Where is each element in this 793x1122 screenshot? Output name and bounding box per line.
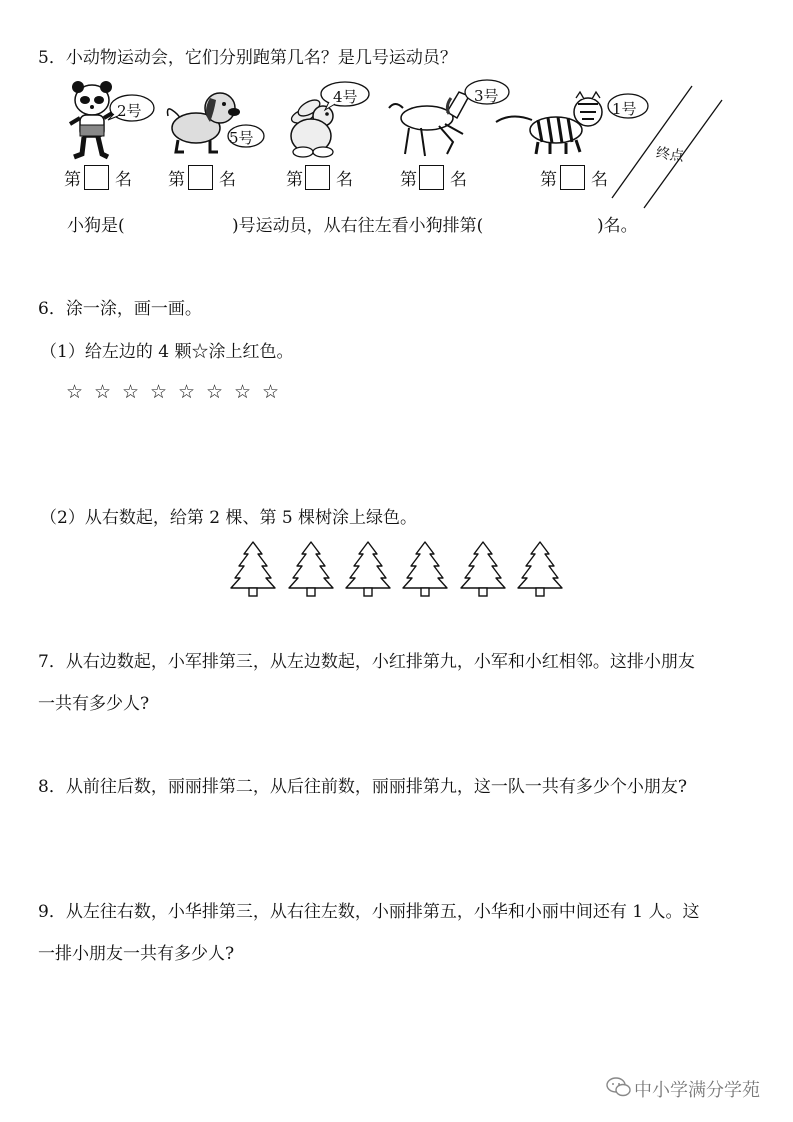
rank-prefix-1: 第: [64, 170, 81, 190]
q9-line1: 9．从左往右数，小华排第三，从右往左数，小丽排第五，小华和小丽中间还有 1 人。这: [38, 902, 700, 922]
star-2[interactable]: ☆: [94, 381, 112, 403]
rank-prefix-5: 第: [540, 170, 557, 190]
tree-icon-1[interactable]: [228, 540, 278, 598]
tree-icon-6[interactable]: [515, 540, 565, 598]
rank-prefix-3: 第: [286, 170, 303, 190]
rank-suffix-3: 名: [336, 170, 353, 190]
tree-icon-2[interactable]: [286, 540, 336, 598]
rabbit-illustration: [275, 78, 385, 163]
q5-fill-part1: 小狗是(: [67, 216, 125, 236]
rank-answer-box-4[interactable]: [419, 165, 444, 190]
q7-line2: 一共有多少人?: [38, 694, 150, 714]
wechat-icon: [606, 1076, 632, 1098]
star-1[interactable]: ☆: [66, 381, 84, 403]
star-5[interactable]: ☆: [178, 381, 196, 403]
dog-number-blank[interactable]: [140, 214, 230, 236]
q6-sub2: （2）从右数起，给第 2 棵、第 5 棵树涂上绿色。: [40, 508, 418, 528]
rabbit-bib-label: 4号: [333, 88, 358, 106]
q6-sub1: （1）给左边的 4 颗☆涂上红色。: [40, 342, 294, 362]
horse-bib-label: 3号: [474, 87, 499, 105]
dog-bib-label: 5号: [229, 129, 254, 147]
rank-suffix-1: 名: [115, 170, 132, 190]
rank-prefix-4: 第: [400, 170, 417, 190]
q5-fill-part3: )名。: [597, 216, 638, 236]
dog-illustration: [158, 88, 268, 160]
q8-line1: 8．从前往后数，丽丽排第二，从后往前数，丽丽排第九，这一队一共有多少个小朋友?: [38, 777, 687, 797]
rank-suffix-5: 名: [591, 170, 608, 190]
tree-icon-5[interactable]: [458, 540, 508, 598]
rank-answer-box-1[interactable]: [84, 165, 109, 190]
tree-icon-3[interactable]: [343, 540, 393, 598]
q5-fill-part2: )号运动员，从右往左看小狗排第(: [232, 216, 484, 236]
q6-title: 6．涂一涂，画一画。: [38, 299, 202, 319]
rank-answer-box-3[interactable]: [305, 165, 330, 190]
q5-title: 5．小动物运动会，它们分别跑第几名？是几号运动员？: [38, 48, 457, 68]
tiger-bib-label: 1号: [612, 100, 637, 118]
star-4[interactable]: ☆: [150, 381, 168, 403]
dog-rank-blank[interactable]: [515, 214, 595, 236]
star-7[interactable]: ☆: [234, 381, 252, 403]
star-8[interactable]: ☆: [262, 381, 280, 403]
rank-answer-box-2[interactable]: [188, 165, 213, 190]
star-6[interactable]: ☆: [206, 381, 224, 403]
rank-suffix-2: 名: [219, 170, 236, 190]
q7-line1: 7．从右边数起，小军排第三，从左边数起，小红排第九，小军和小红相邻。这排小朋友: [38, 652, 695, 672]
finish-label: 终点: [654, 145, 685, 165]
rank-answer-box-5[interactable]: [560, 165, 585, 190]
panda-illustration: [68, 78, 158, 163]
rank-suffix-4: 名: [450, 170, 467, 190]
q9-line2: 一排小朋友一共有多少人?: [38, 944, 235, 964]
rank-prefix-2: 第: [168, 170, 185, 190]
watermark-text: 中小学满分学苑: [634, 1080, 760, 1101]
panda-bib-label: 2号: [117, 102, 142, 120]
tree-icon-4[interactable]: [400, 540, 450, 598]
star-3[interactable]: ☆: [122, 381, 140, 403]
